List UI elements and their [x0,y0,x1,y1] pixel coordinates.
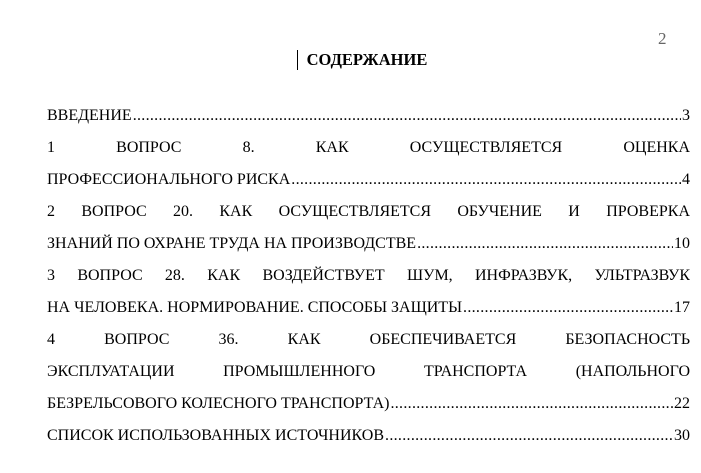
toc-entry-page: 10 [674,235,690,252]
toc-entry[interactable] [47,329,690,425]
page-title: СОДЕРЖАНИЕ [306,50,428,69]
dot-leader [417,233,673,255]
toc-entry-page: 4 [682,171,690,188]
toc-entry-last-line [47,393,690,425]
dot-leader [291,169,681,191]
toc-entry-title: ЗНАНИЙ ПО ОХРАНЕ ТРУДА НА ПРОИЗВОДСТВЕ [47,235,417,252]
toc-entry-last-line [47,233,690,265]
toc-entry[interactable] [47,425,690,457]
dot-leader [390,393,673,415]
dot-leader [133,105,681,127]
dot-leader [463,297,673,319]
toc-entry-last-line [47,425,690,457]
toc-entry-line: ЭКСПЛУАТАЦИИ ПРОМЫШЛЕННОГО ТРАНСПОРТА (НАПОЛЬНОГО [47,363,690,380]
toc-entry-page: 22 [674,395,690,412]
toc-entry[interactable] [47,201,690,265]
toc-entry-line: 2 ВОПРОС 20. КАК ОСУЩЕСТВЛЯЕТСЯ ОБУЧЕНИЕ И ПРОВЕРКА [47,203,690,220]
page-number: 2 [658,29,667,48]
toc-entry[interactable] [47,105,690,137]
toc-entry-page: 3 [682,107,690,124]
toc-entry-title: БЕЗРЕЛЬСОВОГО КОЛЕСНОГО ТРАНСПОРТА) [47,395,390,412]
toc-entry-title: ПРОФЕССИОНАЛЬНОГО РИСКА [47,171,291,188]
toc-entry-line: 3 ВОПРОС 28. КАК ВОЗДЕЙСТВУЕТ ШУМ, ИНФРАЗВУК, УЛЬТРАЗВУК [47,267,690,284]
toc-entry-title: ВВЕДЕНИЕ [47,107,132,124]
toc-entry-page: 17 [674,299,690,316]
toc-entry-title: СПИСОК ИСПОЛЬЗОВАННЫХ ИСТОЧНИКОВ [47,427,385,444]
toc-entry-line: 4 ВОПРОС 36. КАК ОБЕСПЕЧИВАЕТСЯ БЕЗОПАСНОСТЬ [47,331,690,348]
toc-entry-last-line [47,105,690,137]
toc-entry-last-line [47,169,690,201]
toc-entry[interactable] [47,137,690,201]
toc-entry-last-line [47,297,690,329]
table-of-contents [47,105,690,457]
toc-entry-page: 30 [674,427,690,444]
toc-entry[interactable] [47,265,690,329]
text-cursor [297,50,298,70]
dot-leader [385,425,673,447]
toc-entry-line: 1 ВОПРОС 8. КАК ОСУЩЕСТВЛЯЕТСЯ ОЦЕНКА [47,139,690,156]
toc-entry-title: НА ЧЕЛОВЕКА. НОРМИРОВАНИЕ. СПОСОБЫ ЗАЩИТЫ [47,299,463,316]
